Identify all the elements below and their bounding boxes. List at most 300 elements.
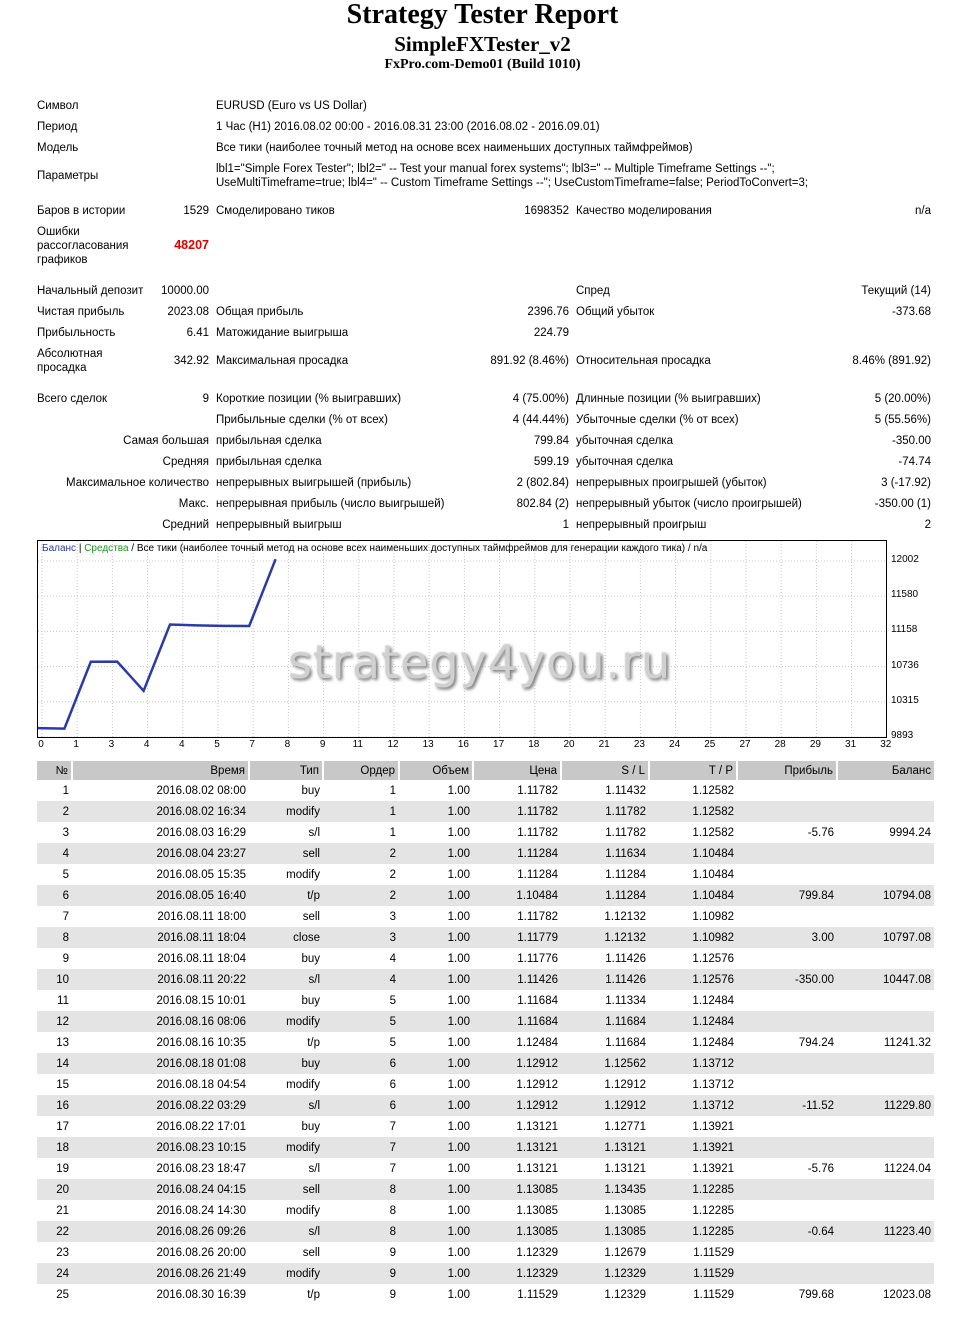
short-positions-value: 4 (75.00%) xyxy=(512,393,569,405)
trades-header-cell: Баланс xyxy=(837,761,934,780)
table-cell xyxy=(837,1179,934,1200)
table-cell: 1.12285 xyxy=(649,1179,737,1200)
quality-value: n/a xyxy=(915,205,931,217)
expected-payoff-value: 224.79 xyxy=(533,327,569,339)
table-cell: 7 xyxy=(389,1162,396,1175)
table-cell: 1.00 xyxy=(399,885,473,906)
table-cell: 11223.40 xyxy=(837,1221,934,1242)
table-cell: 1.12484 xyxy=(692,994,734,1007)
table-cell xyxy=(737,864,837,885)
table-cell: 1.11684 xyxy=(473,1011,561,1032)
y-tick-label: 12002 xyxy=(891,554,919,565)
ticks-value: 1698352 xyxy=(524,205,569,217)
errors-value: 48207 xyxy=(174,238,209,252)
x-tick-label: 32 xyxy=(880,739,892,750)
table-cell: 1.00 xyxy=(399,927,473,948)
table-cell xyxy=(837,1242,934,1263)
ticks-label: Смоделировано тиков xyxy=(216,205,335,217)
errors-label-1: Ошибки xyxy=(37,226,80,238)
profit-factor-label: Прибыльность xyxy=(37,327,116,339)
table-row xyxy=(37,927,934,948)
table-row xyxy=(37,1116,934,1137)
table-cell: 2016.08.02 08:00 xyxy=(156,784,246,797)
params-label: Параметры xyxy=(37,170,99,182)
table-cell xyxy=(737,780,837,801)
table-cell: 1.11782 xyxy=(517,910,558,923)
table-cell: 6 xyxy=(389,1078,396,1091)
table-cell xyxy=(737,1200,837,1221)
table-cell: 1.00 xyxy=(399,801,473,822)
table-cell: 12023.08 xyxy=(883,1288,931,1301)
table-cell: 1.13121 xyxy=(516,1120,558,1133)
table-cell: 11 xyxy=(57,994,69,1007)
table-cell: modify xyxy=(249,1137,323,1158)
table-cell: 3.00 xyxy=(737,927,837,948)
table-cell: 1.13121 xyxy=(604,1162,646,1175)
table-row xyxy=(37,948,934,969)
table-cell: 20 xyxy=(37,1179,72,1200)
y-tick-label: 11158 xyxy=(891,624,918,636)
table-cell: 1.12582 xyxy=(692,784,734,797)
table-row xyxy=(37,1263,934,1284)
table-cell xyxy=(737,1011,837,1032)
max-count-label: Максимальное количество xyxy=(66,477,209,489)
table-cell: 2016.08.11 18:00 xyxy=(157,910,246,923)
table-cell: 1.11284 xyxy=(517,868,558,881)
table-cell: 2016.08.11 20:22 xyxy=(72,969,249,990)
avg-cons-wins-value: 1 xyxy=(562,519,569,531)
table-cell: t/p xyxy=(249,885,323,906)
table-cell: 11241.32 xyxy=(883,1036,931,1049)
errors-label-3: графиков xyxy=(37,254,88,266)
largest-loss-label: убыточная сделка xyxy=(576,435,674,447)
table-cell: 19 xyxy=(56,1162,69,1175)
x-tick-label: 8 xyxy=(284,739,291,750)
table-cell: buy xyxy=(301,952,320,965)
max-cons-profit-value: 802.84 (2) xyxy=(516,498,569,510)
table-cell: -0.64 xyxy=(737,1221,837,1242)
max-drawdown-value: 891.92 (8.46%) xyxy=(490,355,569,367)
deposit-label: Начальный депозит xyxy=(37,285,144,297)
table-row xyxy=(37,864,934,885)
table-cell: sell xyxy=(302,1246,320,1259)
y-tick-label: 11580 xyxy=(891,589,919,601)
max-cons-profit-label: непрерывная прибыль (число выигрышей) xyxy=(216,498,445,510)
table-cell: -350.00 xyxy=(737,969,837,990)
table-cell: 1 xyxy=(389,826,396,839)
table-cell: 1.10484 xyxy=(649,885,737,906)
table-cell: 4 xyxy=(37,843,72,864)
table-cell: 1.10484 xyxy=(649,843,737,864)
table-cell: 2016.08.23 18:47 xyxy=(156,1162,246,1175)
table-cell: 4 xyxy=(389,952,396,965)
max-cons-loss-label: непрерывный убыток (число проигрышей) xyxy=(576,498,802,510)
table-cell: 11224.04 xyxy=(883,1162,931,1175)
trades-header-cell: Ордер xyxy=(323,761,399,780)
table-cell: 1.10484 xyxy=(473,885,561,906)
table-cell xyxy=(737,1242,837,1263)
abs-drawdown-label-2: просадка xyxy=(37,362,87,374)
table-row xyxy=(37,1011,934,1032)
table-cell: 2016.08.26 20:00 xyxy=(156,1246,246,1259)
table-cell: 1.12912 xyxy=(473,1053,561,1074)
long-positions-label: Длинные позиции (% выигравших) xyxy=(576,393,761,405)
table-cell: 2 xyxy=(323,843,399,864)
table-cell: s/l xyxy=(308,1162,320,1175)
errors-label-2: рассогласования xyxy=(37,240,129,252)
table-cell: 8 xyxy=(37,927,72,948)
table-cell: 8 xyxy=(389,1204,396,1217)
table-cell xyxy=(737,948,837,969)
table-cell: 9994.24 xyxy=(889,826,931,839)
table-cell xyxy=(737,1116,837,1137)
table-cell: 1.12576 xyxy=(649,969,737,990)
table-cell: 2016.08.16 08:06 xyxy=(72,1011,249,1032)
table-cell: 1.11284 xyxy=(473,843,561,864)
table-cell: buy xyxy=(249,1053,323,1074)
table-cell: modify xyxy=(249,1263,323,1284)
table-cell: 1.11426 xyxy=(561,969,649,990)
table-cell: 1.11782 xyxy=(517,784,558,797)
table-cell: s/l xyxy=(249,1095,323,1116)
x-tick-label: 17 xyxy=(493,739,505,750)
table-row xyxy=(37,1074,934,1095)
table-cell: modify xyxy=(286,1204,320,1217)
table-cell: 1.13921 xyxy=(692,1120,734,1133)
y-tick-label: 10315 xyxy=(891,694,919,706)
spread-label: Спред xyxy=(576,285,610,297)
trades-header-cell: Прибыль xyxy=(737,761,837,780)
table-cell: 2016.08.30 16:39 xyxy=(156,1288,246,1301)
table-cell: 1.00 xyxy=(447,910,470,923)
table-cell: 1.13712 xyxy=(649,1053,737,1074)
table-cell: 4 xyxy=(323,969,399,990)
table-cell xyxy=(837,1074,934,1095)
x-tick-label: 9 xyxy=(319,739,326,750)
table-cell: 1.00 xyxy=(399,843,473,864)
table-cell: -5.76 xyxy=(807,1162,834,1175)
x-tick-label: 25 xyxy=(704,739,716,750)
table-cell: 6 xyxy=(37,885,72,906)
table-row xyxy=(37,1284,934,1305)
watermark: strategy4you.ru xyxy=(288,635,672,689)
table-cell: modify xyxy=(249,1011,323,1032)
table-cell: 1.12582 xyxy=(649,801,737,822)
avg-cons-losses-label: непрерывный проигрыш xyxy=(576,519,707,531)
table-cell: 1.00 xyxy=(399,1137,473,1158)
table-row xyxy=(37,1200,934,1221)
profit-trades-value: 4 (44.44%) xyxy=(512,414,569,426)
table-cell: 1.13921 xyxy=(649,1137,737,1158)
legend-model: / Все тики (наиболее точный метод на основе всех наименьших доступных таймфреймов для генерации каждого тика) / n/a xyxy=(128,543,708,554)
table-cell: buy xyxy=(301,784,320,797)
table-cell: 9 xyxy=(389,1246,396,1259)
table-cell: 1.00 xyxy=(399,969,473,990)
table-cell xyxy=(837,1116,934,1137)
table-cell: 18 xyxy=(37,1137,72,1158)
table-cell: 5 xyxy=(62,868,69,881)
table-cell: 1.12679 xyxy=(604,1246,646,1259)
table-cell: 14 xyxy=(37,1053,72,1074)
x-tick-label: 7 xyxy=(249,739,255,750)
table-cell: 1.12912 xyxy=(604,1078,646,1091)
x-tick-label: 18 xyxy=(528,739,540,750)
max-cons-losses-label: непрерывных проигрышей (убыток) xyxy=(576,477,767,489)
table-cell: 1.00 xyxy=(447,826,470,839)
table-cell: 2016.08.03 16:29 xyxy=(156,826,246,839)
table-cell: 1 xyxy=(389,784,396,797)
table-cell: sell xyxy=(302,910,320,923)
total-trades-label: Всего сделок xyxy=(37,393,108,405)
table-cell: 2016.08.02 16:34 xyxy=(72,801,249,822)
table-cell: 2016.08.24 04:15 xyxy=(72,1179,249,1200)
table-cell: 1.12329 xyxy=(516,1246,558,1259)
table-row xyxy=(37,780,934,801)
balance-line xyxy=(38,559,276,728)
table-cell xyxy=(837,906,934,927)
table-cell: 1.13085 xyxy=(561,1221,649,1242)
table-cell: 1.12582 xyxy=(692,826,734,839)
server-build: FxPro.com-Demo01 (Build 1010) xyxy=(384,57,581,72)
table-cell: 16 xyxy=(37,1095,72,1116)
bars-value: 1529 xyxy=(183,205,209,217)
table-row xyxy=(37,1095,934,1116)
params-line-1: lbl1="Simple Forex Tester"; lbl2=" -- Test your manual forex systems"; lbl3=" -- Multiple Timeframe Settings --"; xyxy=(216,163,775,175)
table-cell xyxy=(837,1263,934,1284)
table-cell: 17 xyxy=(56,1120,69,1133)
table-cell: 2016.08.18 04:54 xyxy=(156,1078,246,1091)
trades-header-cell: S / L xyxy=(561,761,649,780)
table-cell: 3 xyxy=(62,826,69,839)
table-cell xyxy=(737,843,837,864)
table-cell: 1 xyxy=(62,784,69,797)
table-cell: 1.11782 xyxy=(473,801,561,822)
table-cell: 1.12329 xyxy=(561,1263,649,1284)
table-cell: 1.11782 xyxy=(605,826,646,839)
table-cell: 2016.08.23 10:15 xyxy=(72,1137,249,1158)
table-cell: 1.10982 xyxy=(692,910,734,923)
table-cell: 5 xyxy=(323,1011,399,1032)
table-cell: 1.00 xyxy=(447,994,470,1007)
gross-profit-value: 2396.76 xyxy=(527,306,569,318)
table-cell xyxy=(737,990,837,1011)
table-cell: 1.11432 xyxy=(605,784,646,797)
table-cell: 1.11284 xyxy=(605,868,646,881)
table-cell: 799.68 xyxy=(798,1288,834,1301)
table-cell: 9 xyxy=(323,1263,399,1284)
max-drawdown-label: Максимальная просадка xyxy=(216,355,349,367)
table-cell: 799.84 xyxy=(737,885,837,906)
rel-drawdown-value: 8.46% (891.92) xyxy=(852,355,931,367)
table-cell: 1.12329 xyxy=(604,1288,646,1301)
table-cell: 2016.08.05 16:40 xyxy=(72,885,249,906)
table-cell: 1.13921 xyxy=(692,1162,734,1175)
largest-loss-value: -350.00 xyxy=(891,435,931,447)
table-cell xyxy=(837,864,934,885)
table-cell: 1.12562 xyxy=(561,1053,649,1074)
rel-drawdown-label: Относительная просадка xyxy=(576,355,711,367)
table-cell: 7 xyxy=(62,910,69,923)
table-cell xyxy=(837,843,934,864)
table-cell: 10 xyxy=(37,969,72,990)
symbol-value: EURUSD (Euro vs US Dollar) xyxy=(216,100,367,112)
table-cell: 1.12329 xyxy=(473,1263,561,1284)
table-cell: 15 xyxy=(56,1078,69,1091)
table-cell: s/l xyxy=(249,1221,323,1242)
table-cell: 2016.08.11 18:04 xyxy=(157,952,246,965)
x-tick-label: 23 xyxy=(633,739,645,750)
table-cell: 1.00 xyxy=(447,1162,470,1175)
table-cell: 12 xyxy=(37,1011,72,1032)
table-cell: buy xyxy=(301,994,320,1007)
table-row xyxy=(37,1032,934,1053)
x-tick-label: 3 xyxy=(108,739,115,750)
table-cell: 1.00 xyxy=(399,1263,473,1284)
table-cell: 2016.08.22 17:01 xyxy=(156,1120,246,1133)
table-cell xyxy=(737,1053,837,1074)
profit-factor-value: 6.41 xyxy=(186,327,209,339)
table-cell: 2016.08.11 18:04 xyxy=(72,927,249,948)
gross-loss-label: Общий убыток xyxy=(576,306,655,318)
loss-trades-value: 5 (55.56%) xyxy=(874,414,931,426)
legend-equity: Средства xyxy=(84,543,129,554)
table-cell: 1.12912 xyxy=(561,1095,649,1116)
table-cell: 1.13712 xyxy=(692,1078,734,1091)
table-cell: 21 xyxy=(56,1204,69,1217)
table-cell: 5 xyxy=(389,994,396,1007)
short-positions-label: Короткие позиции (% выигравших) xyxy=(216,393,402,405)
trades-header-cell: T / P xyxy=(649,761,737,780)
table-cell xyxy=(737,1263,837,1284)
table-cell: 2016.08.22 03:29 xyxy=(72,1095,249,1116)
table-cell: 1.10982 xyxy=(649,927,737,948)
table-cell: 1.11529 xyxy=(517,1288,558,1301)
table-row xyxy=(37,1179,934,1200)
table-cell: 1.00 xyxy=(399,1095,473,1116)
average-loss-label: убыточная сделка xyxy=(576,456,674,468)
abs-drawdown-value: 342.92 xyxy=(173,355,209,367)
x-tick-label: 31 xyxy=(845,739,857,750)
table-cell: 3 xyxy=(389,910,396,923)
net-profit-label: Чистая прибыль xyxy=(37,306,125,318)
max-cons-losses-value: 3 (-17.92) xyxy=(881,477,931,489)
table-cell: 1.13121 xyxy=(516,1162,558,1175)
trades-header-cell: № xyxy=(37,761,72,780)
table-row xyxy=(37,990,934,1011)
table-cell: 1.11529 xyxy=(649,1263,737,1284)
table-cell: 794.24 xyxy=(798,1036,834,1049)
table-row xyxy=(37,885,934,906)
x-tick-label: 21 xyxy=(598,739,610,750)
expected-payoff-label: Матожидание выигрыша xyxy=(216,327,349,339)
x-tick-label: 0 xyxy=(38,739,44,750)
x-tick-label: 28 xyxy=(774,739,786,750)
x-tick-label: 11 xyxy=(352,739,363,750)
x-tick-label: 4 xyxy=(179,739,185,750)
x-tick-label: 1 xyxy=(73,739,79,750)
largest-label: Самая большая xyxy=(123,435,209,447)
table-cell: 9 xyxy=(389,1288,396,1301)
table-cell xyxy=(737,1074,837,1095)
table-cell: 3 xyxy=(323,927,399,948)
table-row xyxy=(37,969,934,990)
x-tick-label: 29 xyxy=(809,739,821,750)
table-cell: t/p xyxy=(307,1036,320,1049)
table-cell: 2016.08.18 01:08 xyxy=(72,1053,249,1074)
table-cell: 1.12912 xyxy=(473,1095,561,1116)
x-tick-label: 12 xyxy=(387,739,399,750)
params-line-2: UseMultiTimeframe=true; lbl4=" -- Custom Timeframe Settings --"; UseCustomTimeframe=false; PeriodToConvert=3; xyxy=(216,177,809,189)
table-cell: 1.13085 xyxy=(604,1204,646,1217)
table-cell: t/p xyxy=(307,1288,320,1301)
loss-trades-label: Убыточные сделки (% от всех) xyxy=(576,414,739,426)
x-tick-label: 20 xyxy=(563,739,575,750)
trades-header-row xyxy=(37,761,934,780)
abs-drawdown-label-1: Абсолютная xyxy=(37,348,103,360)
average-loss-value: -74.74 xyxy=(898,456,931,468)
period-value: 1 Час (H1) 2016.08.02 00:00 - 2016.08.31 23:00 (2016.08.02 - 2016.09.01) xyxy=(216,121,600,133)
max-cons-wins-value: 2 (802.84) xyxy=(516,477,569,489)
table-cell: 1.00 xyxy=(447,1204,470,1217)
table-cell xyxy=(737,906,837,927)
table-cell xyxy=(837,1053,934,1074)
table-cell: 1.12576 xyxy=(692,952,734,965)
table-cell: 1.12484 xyxy=(692,1036,734,1049)
avg-cons-wins-label: непрерывный выигрыш xyxy=(216,519,342,531)
table-row xyxy=(37,1221,934,1242)
trades-table xyxy=(37,761,934,1305)
table-cell: 2016.08.05 15:35 xyxy=(156,868,246,881)
table-cell: -5.76 xyxy=(807,826,834,839)
trades-header-cell: Объем xyxy=(399,761,473,780)
table-cell: 8 xyxy=(323,1179,399,1200)
table-cell: 1.12132 xyxy=(561,927,649,948)
gross-profit-label: Общая прибыль xyxy=(216,306,304,318)
table-cell: 7 xyxy=(323,1137,399,1158)
table-cell: 6 xyxy=(323,1095,399,1116)
bars-label: Баров в истории xyxy=(37,205,126,217)
table-cell: 8 xyxy=(323,1221,399,1242)
table-cell: 10797.08 xyxy=(837,927,934,948)
table-cell: 1.00 xyxy=(399,1053,473,1074)
table-cell: 1.11426 xyxy=(473,969,561,990)
table-cell: -11.52 xyxy=(737,1095,837,1116)
table-cell: 11229.80 xyxy=(837,1095,934,1116)
table-cell: 2016.08.24 14:30 xyxy=(156,1204,246,1217)
profit-trades-label: Прибыльные сделки (% от всех) xyxy=(216,414,388,426)
table-cell: 25 xyxy=(56,1288,69,1301)
average-profit-label: прибыльная сделка xyxy=(216,456,322,468)
table-cell: 2 xyxy=(37,801,72,822)
table-cell xyxy=(737,1179,837,1200)
table-cell xyxy=(837,1011,934,1032)
table-cell: close xyxy=(249,927,323,948)
average-label: Средняя xyxy=(162,456,209,468)
table-cell: 1.13435 xyxy=(561,1179,649,1200)
chart-legend: Баланс | Средства / Все тики (наиболее точный метод на основе всех наименьших доступных таймфреймов для генерации каждого тика) / n/a xyxy=(42,543,708,554)
x-tick-label: 4 xyxy=(143,739,150,750)
table-cell: 1.12771 xyxy=(604,1120,646,1133)
y-tick-label: 9893 xyxy=(891,730,914,741)
trades-header-cell: Время xyxy=(72,761,249,780)
table-cell xyxy=(837,1137,934,1158)
table-cell: 9 xyxy=(62,952,69,965)
table-cell: 2016.08.16 10:35 xyxy=(156,1036,246,1049)
x-tick-label: 5 xyxy=(214,739,220,750)
table-cell xyxy=(837,948,934,969)
table-cell: 1.00 xyxy=(447,1120,470,1133)
table-cell: 1.00 xyxy=(399,1221,473,1242)
